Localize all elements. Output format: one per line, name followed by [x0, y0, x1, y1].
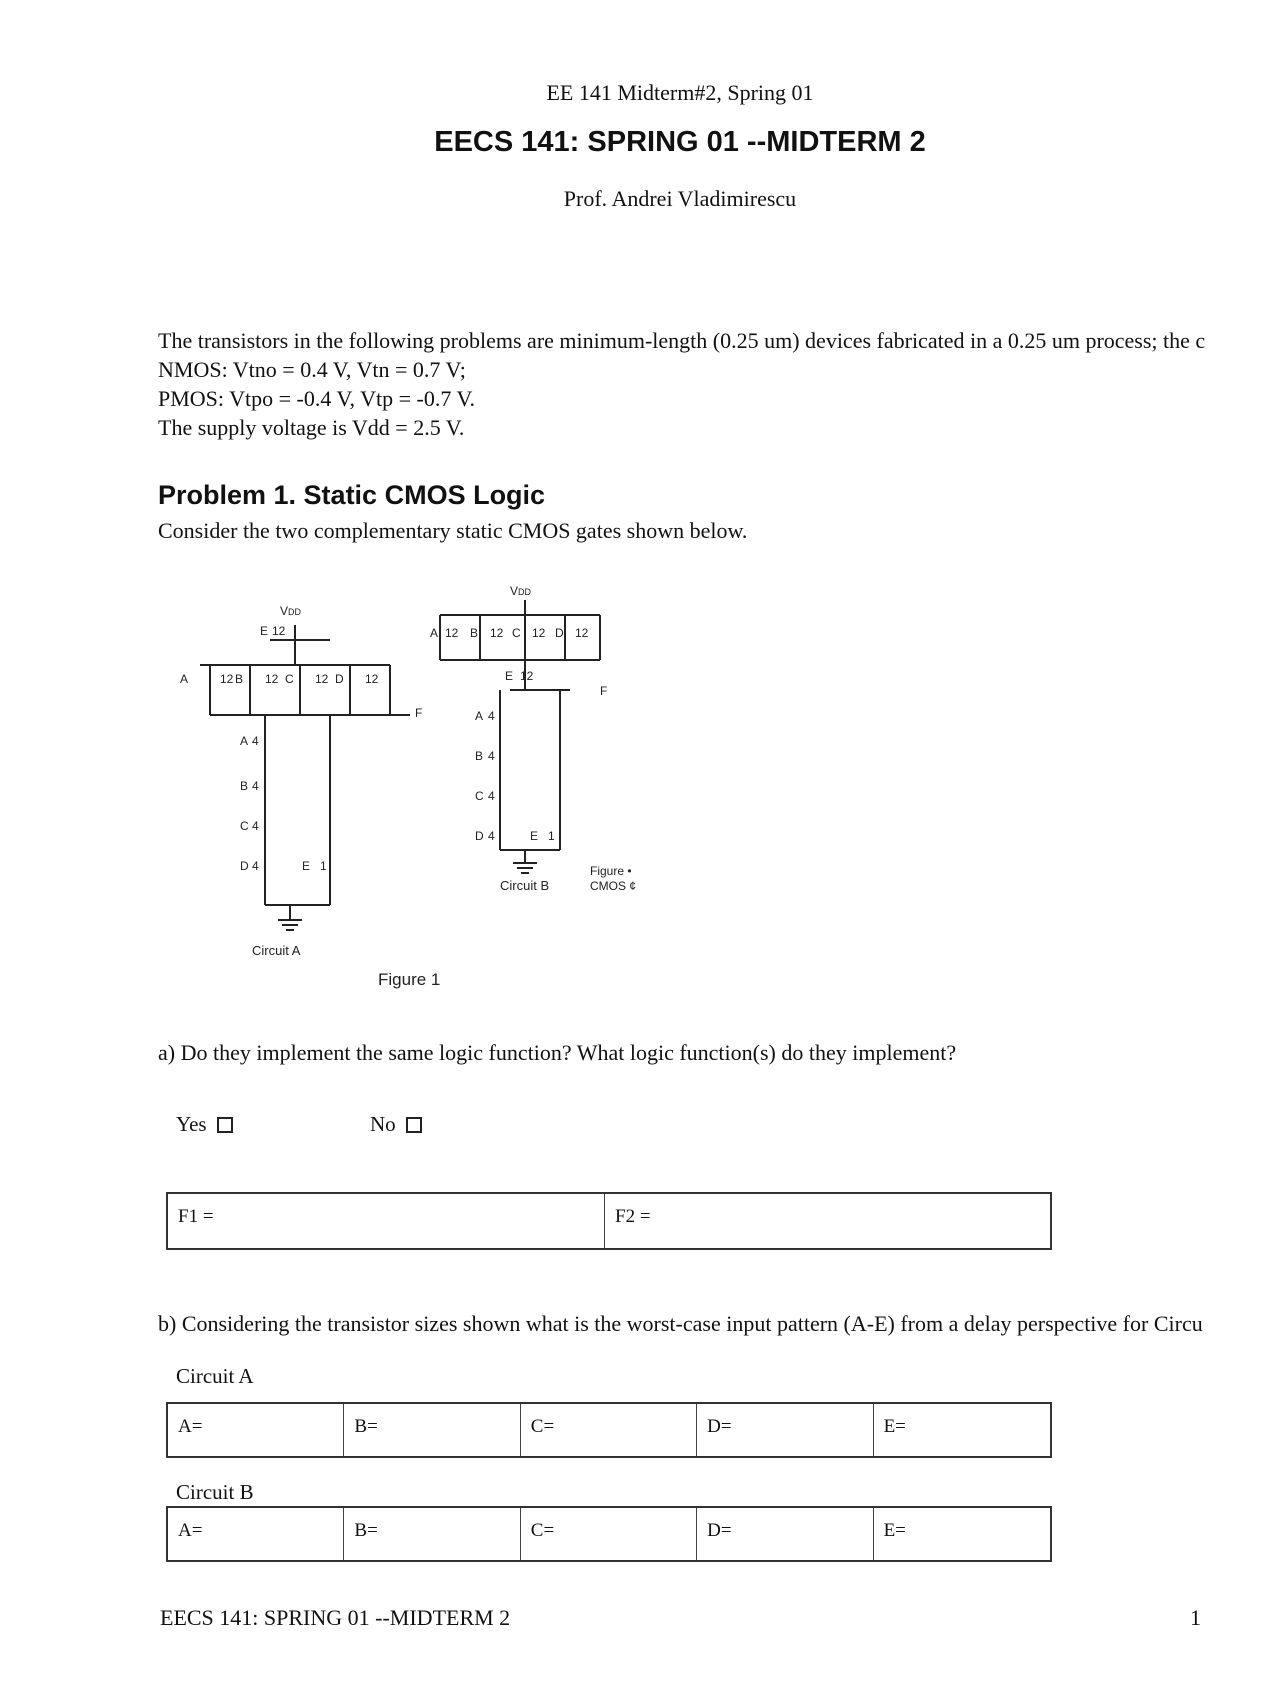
course-header: EE 141 Midterm#2, Spring 01	[546, 80, 814, 105]
svg-text:Circuit B: Circuit B	[500, 878, 550, 893]
page-number: 1	[1190, 1605, 1201, 1630]
problem-text: Consider the two complementary static CMOS gates shown below.	[158, 518, 748, 543]
svg-text:Figure 1: Figure 1	[378, 970, 441, 989]
circuit-a-cell-a[interactable]: A=	[168, 1404, 344, 1456]
svg-text:12: 12	[220, 672, 234, 686]
svg-text:F: F	[415, 706, 423, 720]
f2-label: F2 =	[615, 1206, 651, 1227]
function-answer-table	[166, 1192, 1052, 1250]
svg-text:4: 4	[488, 749, 495, 763]
svg-text:C: C	[285, 672, 294, 686]
svg-text:1: 1	[320, 859, 327, 873]
intro-line-3: PMOS: Vtpo = -0.4 V, Vtp = -0.7 V.	[158, 386, 476, 411]
no-label: No	[370, 1112, 396, 1136]
svg-text:Figure •: Figure •	[590, 864, 632, 878]
circuit-a-cell-e[interactable]: E=	[883, 1416, 906, 1437]
svg-text:12: 12	[315, 672, 329, 686]
yes-option[interactable]	[176, 1112, 233, 1137]
yes-label: Yes	[176, 1112, 207, 1136]
svg-text:4: 4	[252, 819, 259, 833]
exam-title: EECS 141: SPRING 01 --MIDTERM 2	[434, 126, 926, 158]
f2-field[interactable]	[605, 1194, 661, 1248]
svg-text:4: 4	[488, 789, 495, 803]
svg-text:A: A	[180, 672, 189, 686]
author-line: Prof. Andrei Vladimirescu	[563, 186, 797, 211]
circuit-b-cell-c[interactable]: C=	[521, 1508, 697, 1560]
intro-line-4: The supply voltage is Vdd = 2.5 V.	[158, 415, 465, 440]
svg-text:E: E	[260, 624, 269, 638]
svg-text:B: B	[235, 672, 244, 686]
svg-text:D: D	[240, 859, 249, 873]
intro-line-2: NMOS: Vtno = 0.4 V, Vtn = 0.7 V;	[158, 357, 466, 382]
svg-text:12: 12	[265, 672, 279, 686]
svg-text:C: C	[240, 819, 249, 833]
svg-text:VDD: VDD	[280, 604, 302, 618]
svg-text:D: D	[475, 829, 484, 843]
circuit-b-cell-e[interactable]: E=	[883, 1520, 906, 1541]
svg-text:4: 4	[488, 709, 495, 723]
question-b-text: b) Considering the transistor sizes shown what is the worst-case input pattern (A-E) from a delay perspective for Circu	[158, 1311, 1203, 1336]
yes-checkbox[interactable]	[217, 1117, 233, 1133]
intro-block	[158, 326, 1205, 442]
svg-text:Circuit A: Circuit A	[252, 943, 301, 958]
circuit-b-cell-a[interactable]: A=	[168, 1508, 344, 1560]
footer-text: EECS 141: SPRING 01 --MIDTERM 2	[160, 1605, 511, 1630]
svg-text:4: 4	[252, 779, 259, 793]
svg-text:E: E	[530, 829, 539, 843]
svg-text:E: E	[302, 859, 311, 873]
circuit-figure	[180, 585, 720, 995]
circuit-b-label: Circuit B	[176, 1480, 254, 1504]
circuit-a-cell-c[interactable]: C=	[521, 1404, 697, 1456]
circuit-a-label: Circuit A	[176, 1364, 254, 1388]
svg-text:B: B	[475, 749, 484, 763]
svg-text:A: A	[475, 709, 484, 723]
no-option[interactable]	[370, 1112, 422, 1137]
f1-label: F1 =	[178, 1206, 214, 1227]
svg-text:12: 12	[365, 672, 379, 686]
svg-text:1: 1	[548, 829, 555, 843]
svg-text:C: C	[475, 789, 484, 803]
intro-line-1: The transistors in the following problems are minimum-length (0.25 um) devices fabricated in a 0.25 um process; the c	[158, 328, 1206, 353]
svg-text:12: 12	[490, 626, 504, 640]
no-checkbox[interactable]	[406, 1117, 422, 1133]
circuit-a-answer-row	[166, 1402, 1052, 1458]
svg-text:C: C	[512, 626, 521, 640]
svg-text:D: D	[335, 672, 344, 686]
circuit-b-cell-b[interactable]: B=	[344, 1508, 520, 1560]
svg-text:12: 12	[520, 669, 534, 683]
svg-text:B: B	[470, 626, 479, 640]
svg-text:F: F	[600, 684, 608, 698]
svg-text:4: 4	[252, 734, 259, 748]
circuit-b-answer-row	[166, 1506, 1052, 1562]
circuit-a-cell-d[interactable]: D=	[697, 1404, 873, 1456]
svg-text:A: A	[430, 626, 439, 640]
circuit-a-cell-b[interactable]: B=	[344, 1404, 520, 1456]
svg-text:A: A	[240, 734, 249, 748]
question-a-text: a) Do they implement the same logic function? What logic function(s) do they implement?	[158, 1040, 957, 1065]
svg-text:VDD: VDD	[510, 585, 532, 598]
svg-text:12: 12	[575, 626, 589, 640]
svg-text:12: 12	[445, 626, 459, 640]
svg-text:4: 4	[252, 859, 259, 873]
problem-heading: Problem 1. Static CMOS Logic	[158, 480, 546, 510]
svg-text:4: 4	[488, 829, 495, 843]
svg-text:E: E	[505, 669, 514, 683]
svg-text:D: D	[555, 626, 564, 640]
svg-text:12: 12	[532, 626, 546, 640]
svg-text:B: B	[240, 779, 249, 793]
circuit-b-cell-d[interactable]: D=	[697, 1508, 873, 1560]
svg-text:12: 12	[272, 624, 286, 638]
svg-text:CMOS ¢: CMOS ¢	[590, 879, 637, 893]
f1-field[interactable]	[168, 1194, 605, 1248]
